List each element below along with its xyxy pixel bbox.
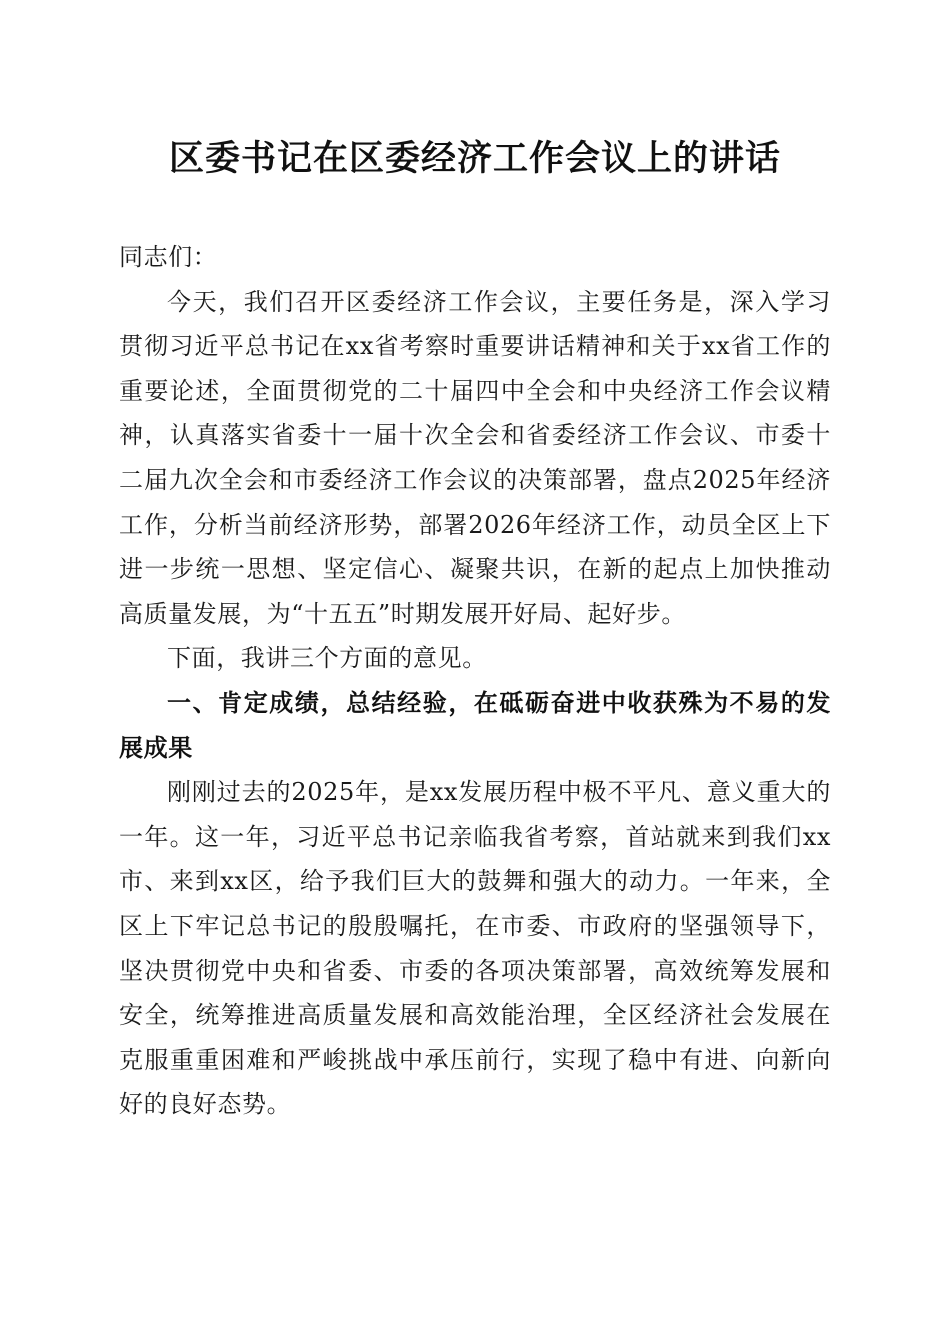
intro-paragraph: 今天，我们召开区委经济工作会议，主要任务是，深入学习贯彻习近平总书记在xx省考察时重要讲话精神和关于xx省工作的重要论述，全面贯彻党的二十届四中全会和中央经济工作会议精神，认真落实省委十一届十次全会和省委经济工作会议、市委十二届九次全会和市委经济工作会议的决策部署，盘点2025年经济工作，分析当前经济形势，部署2026年经济工作，动员全区上下进一步统一思想、坚定信心、凝聚共识，在新的起点上加快推动高质量发展，为“十五五”时期发展开好局、起好步。 bbox=[119, 287, 831, 628]
document-title: 区委书记在区委经济工作会议上的讲话 bbox=[168, 138, 781, 179]
outline-paragraph: 下面，我讲三个方面的意见。 bbox=[167, 644, 487, 673]
section-1-heading: 一、肯定成绩，总结经验，在砥砺奋进中收获殊为不易的发展成果 bbox=[119, 688, 831, 762]
document-body bbox=[119, 235, 831, 1127]
section-1-paragraph: 刚刚过去的2025年，是xx发展历程中极不平凡、意义重大的一年。这一年，习近平总书记亲临我省考察，首站就来到我们xx市、来到xx区，给予我们巨大的鼓舞和强大的动力。一年来，全区上下牢记总书记的殷殷嘱托，在市委、市政府的坚强领导下，坚决贯彻党中央和省委、市委的各项决策部署，高效统筹发展和安全，统筹推进高质量发展和高效能治理，全区经济社会发展在克服重重困难和严峻挑战中承压前行，实现了稳中有进、向新向好的良好态势。 bbox=[119, 778, 831, 1119]
salutation: 同志们： bbox=[119, 243, 218, 271]
